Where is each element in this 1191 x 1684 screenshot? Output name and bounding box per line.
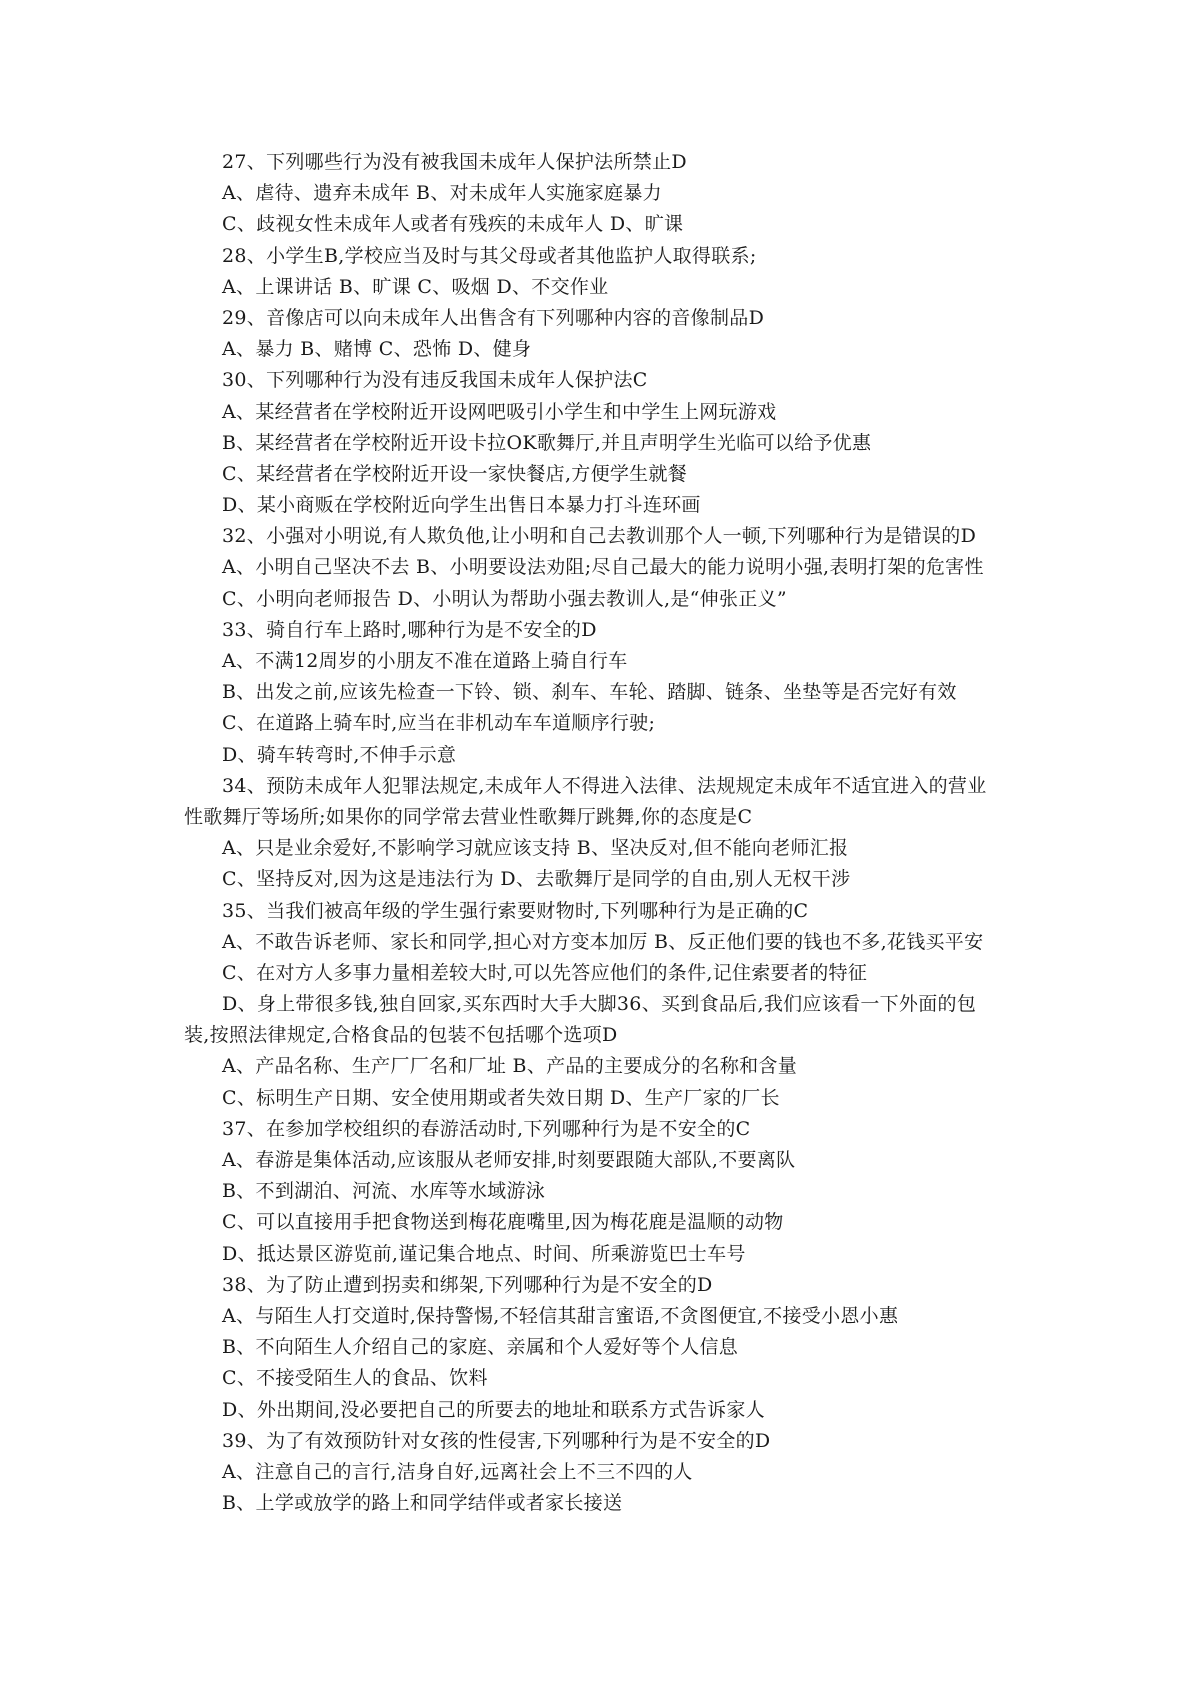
text-line: 38、为了防止遭到拐卖和绑架,下列哪种行为是不安全的D bbox=[222, 1273, 713, 1296]
text-line: D、骑车转弯时,不伸手示意 bbox=[222, 743, 457, 766]
text-line: 39、为了有效预防针对女孩的性侵害,下列哪种行为是不安全的D bbox=[222, 1429, 771, 1452]
text-line: C、在道路上骑车时,应当在非机动车车道顺序行驶; bbox=[222, 712, 656, 735]
text-line: D、身上带很多钱,独自回家,买东西时大手大脚36、买到食品后,我们应该看一下外面的包 bbox=[222, 993, 977, 1016]
text-line: 35、当我们被高年级的学生强行索要财物时,下列哪种行为是正确的C bbox=[222, 899, 809, 922]
text-line: C、小明向老师报告 D、小明认为帮助小强去教训人,是“伸张正义” bbox=[222, 587, 787, 610]
text-line: A、某经营者在学校附近开设网吧吸引小学生和中学生上网玩游戏 bbox=[222, 400, 777, 423]
text-line: C、歧视女性未成年人或者有残疾的未成年人 D、旷课 bbox=[222, 213, 684, 236]
text-line: A、小明自己坚决不去 B、小明要设法劝阻;尽自己最大的能力说明小强,表明打架的危害性 bbox=[222, 556, 984, 579]
text-line: A、与陌生人打交道时,保持警惕,不轻信其甜言蜜语,不贪图便宜,不接受小恩小惠 bbox=[222, 1304, 899, 1327]
text-line: C、标明生产日期、安全使用期或者失效日期 D、生产厂家的厂长 bbox=[222, 1086, 780, 1109]
text-line: 装,按照法律规定,合格食品的包装不包括哪个选项D bbox=[184, 1024, 618, 1047]
text-line: A、虐待、遗弃未成年 B、对未成年人实施家庭暴力 bbox=[222, 182, 662, 205]
text-line: D、抵达景区游览前,谨记集合地点、时间、所乘游览巴士车号 bbox=[222, 1242, 746, 1265]
text-line: C、坚持反对,因为这是违法行为 D、去歌舞厅是同学的自由,别人无权干涉 bbox=[222, 868, 851, 891]
text-line: 30、下列哪种行为没有违反我国未成年人保护法C bbox=[222, 369, 648, 392]
text-line: 33、骑自行车上路时,哪种行为是不安全的D bbox=[222, 618, 597, 641]
text-line: 27、下列哪些行为没有被我国未成年人保护法所禁止D bbox=[222, 151, 687, 173]
text-line: 34、预防未成年人犯罪法规定,未成年人不得进入法律、法规规定未成年不适宜进入的营业 bbox=[222, 774, 987, 797]
text-line: 28、小学生B,学校应当及时与其父母或者其他监护人取得联系; bbox=[222, 244, 757, 267]
text-line: A、不满12周岁的小朋友不准在道路上骑自行车 bbox=[222, 650, 628, 672]
text-line: D、外出期间,没必要把自己的所要去的地址和联系方式告诉家人 bbox=[222, 1398, 765, 1421]
text-line: A、春游是集体活动,应该服从老师安排,时刻要跟随大部队,不要离队 bbox=[222, 1149, 796, 1171]
text-line: C、可以直接用手把食物送到梅花鹿嘴里,因为梅花鹿是温顺的动物 bbox=[222, 1211, 784, 1234]
text-line: 37、在参加学校组织的春游活动时,下列哪种行为是不安全的C bbox=[222, 1117, 751, 1140]
text-line: A、注意自己的言行,洁身自好,远离社会上不三不四的人 bbox=[222, 1460, 693, 1483]
text-line: C、在对方人多事力量相差较大时,可以先答应他们的条件,记住索要者的特征 bbox=[222, 961, 868, 984]
text-line: B、某经营者在学校附近开设卡拉OK歌舞厅,并且声明学生光临可以给予优惠 bbox=[222, 431, 872, 454]
text-line: C、某经营者在学校附近开设一家快餐店,方便学生就餐 bbox=[222, 462, 688, 485]
text-line: B、上学或放学的路上和同学结伴或者家长接送 bbox=[222, 1492, 623, 1515]
text-line: A、上课讲话 B、旷课 C、吸烟 D、不交作业 bbox=[222, 275, 609, 298]
text-line: D、某小商贩在学校附近向学生出售日本暴力打斗连环画 bbox=[222, 494, 701, 517]
text-line: 32、小强对小明说,有人欺负他,让小明和自己去教训那个人一顿,下列哪种行为是错误的D bbox=[222, 525, 977, 548]
text-line: B、出发之前,应该先检查一下铃、锁、刹车、车轮、踏脚、链条、坐垫等是否完好有效 bbox=[222, 681, 957, 704]
text-line: 29、音像店可以向未成年人出售含有下列哪种内容的音像制品D bbox=[222, 306, 765, 329]
text-line: B、不向陌生人介绍自己的家庭、亲属和个人爱好等个人信息 bbox=[222, 1336, 739, 1359]
text-line: A、产品名称、生产厂厂名和厂址 B、产品的主要成分的名称和含量 bbox=[222, 1055, 798, 1078]
text-line: A、不敢告诉老师、家长和同学,担心对方变本加厉 B、反正他们要的钱也不多,花钱买平安 bbox=[222, 930, 984, 953]
text-line: B、不到湖泊、河流、水库等水域游泳 bbox=[222, 1180, 546, 1203]
text-line: C、不接受陌生人的食品、饮料 bbox=[222, 1367, 488, 1390]
document-body bbox=[184, 147, 1014, 1519]
text-line: A、暴力 B、赌博 C、恐怖 D、健身 bbox=[222, 338, 532, 361]
text-line: A、只是业余爱好,不影响学习就应该支持 B、坚决反对,但不能向老师汇报 bbox=[222, 837, 849, 860]
text-line: 性歌舞厅等场所;如果你的同学常去营业性歌舞厅跳舞,你的态度是C bbox=[184, 805, 753, 828]
